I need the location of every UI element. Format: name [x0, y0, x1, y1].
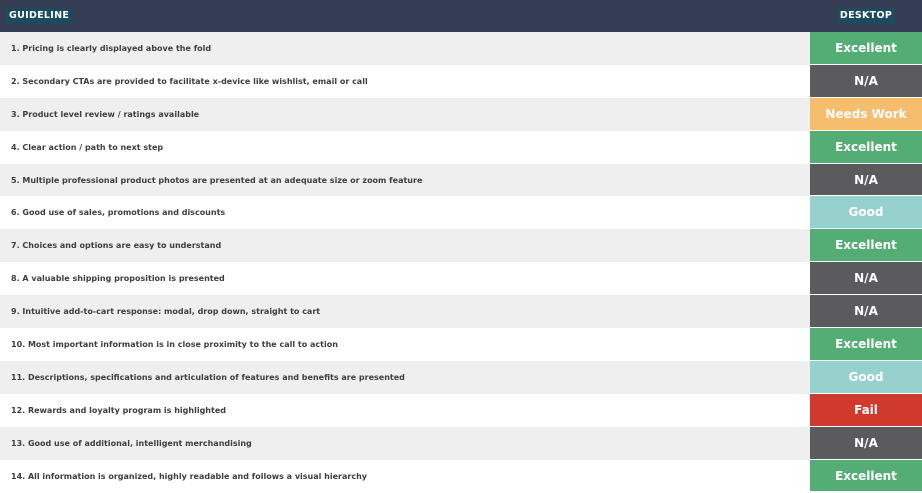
- guideline-text: 6. Good use of sales, promotions and discounts: [11, 208, 226, 218]
- guideline-text: 2. Secondary CTAs are provided to facilitate x-device like wishlist, email or call: [11, 76, 368, 86]
- table-row: [0, 295, 922, 328]
- table-row: [0, 229, 922, 262]
- guideline-text: 1. Pricing is clearly displayed above the fold: [11, 43, 212, 53]
- table-header: [0, 0, 922, 32]
- table-row: [0, 394, 922, 427]
- desktop-rating-badge: Needs Work: [810, 98, 922, 131]
- guideline-header-label: GUIDELINE: [6, 8, 72, 24]
- desktop-rating-badge: N/A: [810, 262, 922, 295]
- table-body: [0, 32, 922, 492]
- guideline-text: 4. Clear action / path to next step: [11, 142, 164, 152]
- table-row: [0, 196, 922, 229]
- desktop-column-header: [810, 8, 922, 24]
- desktop-rating-badge: Excellent: [810, 460, 922, 493]
- guideline-text: 10. Most important information is in close proximity to the call to action: [11, 339, 338, 349]
- desktop-rating-badge: Fail: [810, 394, 922, 427]
- guideline-text: 12. Rewards and loyalty program is highlighted: [11, 405, 226, 415]
- desktop-rating-badge: N/A: [810, 164, 922, 197]
- desktop-rating-badge: N/A: [810, 427, 922, 460]
- table-row: [0, 131, 922, 164]
- desktop-header-label: DESKTOP: [837, 8, 895, 24]
- desktop-rating-badge: Excellent: [810, 131, 922, 164]
- desktop-rating-badge: N/A: [810, 295, 922, 328]
- guideline-text: 11. Descriptions, specifications and articulation of features and benefits are presented: [11, 372, 405, 382]
- table-row: [0, 164, 922, 197]
- desktop-rating-badge: Excellent: [810, 32, 922, 65]
- guideline-text: 9. Intuitive add-to-cart response: modal, drop down, straight to cart: [11, 307, 321, 317]
- table-row: [0, 460, 922, 493]
- guideline-text: 13. Good use of additional, intelligent merchandising: [11, 438, 252, 448]
- desktop-rating-badge: Good: [810, 196, 922, 229]
- desktop-rating-badge: Good: [810, 361, 922, 394]
- table-row: [0, 32, 922, 65]
- table-row: [0, 98, 922, 131]
- desktop-rating-badge: N/A: [810, 65, 922, 98]
- table-row: [0, 361, 922, 394]
- desktop-rating-badge: Excellent: [810, 229, 922, 262]
- guideline-text: 7. Choices and options are easy to understand: [11, 241, 222, 251]
- guideline-column-header: [0, 8, 810, 24]
- guideline-text: 14. All information is organized, highly readable and follows a visual hierarchy: [11, 471, 367, 481]
- table-row: [0, 262, 922, 295]
- table-row: [0, 328, 922, 361]
- guideline-text: 8. A valuable shipping proposition is presented: [11, 274, 225, 284]
- guideline-text: 5. Multiple professional product photos are presented at an adequate size or zoom feature: [11, 175, 423, 185]
- guideline-text: 3. Product level review / ratings available: [11, 109, 200, 119]
- table-row: [0, 65, 922, 98]
- table-row: [0, 427, 922, 460]
- desktop-rating-badge: Excellent: [810, 328, 922, 361]
